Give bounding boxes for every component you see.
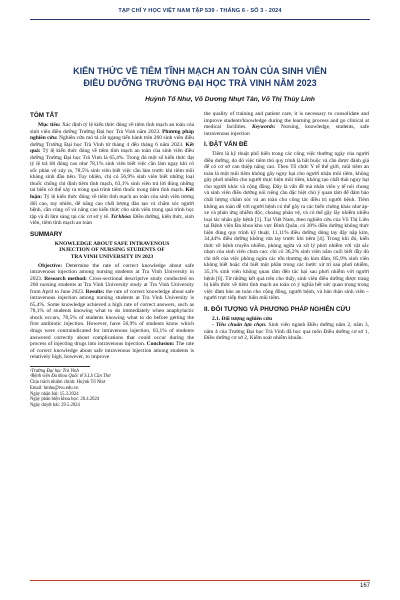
summary-cont-text: the quality of training and patient care, it is necessary to consolidate and improve students'knowledge during the learning process and go clinical at medical facilities.	[204, 111, 369, 131]
abstract-objective-text: Xác định tỷ lệ kiến thức đúng về tiêm tĩnh mạch an toàn của sinh viên điều dưỡng Trường Đại học Trà Vinh năm 2023.	[30, 122, 194, 135]
section-1-heading: I. ĐẶT VẤN ĐỀ	[204, 141, 248, 149]
footnote-affiliation-1: ¹Trường Đại học Trà Vinh	[30, 368, 79, 374]
inclusion-criteria-text: Sinh viên ngành Điều dưỡng năm 2, năm 3, năm 4 của Trường Đại học Trà Vinh đã học qua môn Điều dưỡng cơ sở 1, Điều dưỡng cơ sở 2, Kiểm soát nhiễm khuẩn.	[204, 322, 369, 342]
summary-results-text: the rate of correct knowledge about safe intravenous injection among nursing students at Tra Vinh University is 65,4%. Some knowledge achieved a high rate of correct answers, such as 78,1% of students knowing what to do immediately when anaphylactic shock occurs, 78,5% of students knowing what to do before getting the first antibiotic injection. However, have 56,9% of students know which drugs were contraindicated for intravenous injection, 63,1% of students answered correctly about complications that could occur during the process of injecting drugs into intravenous injection.	[30, 288, 194, 348]
abstract-conclusion-text: Tỷ lệ kiến thức đúng về tiêm tĩnh mạch an toàn của sinh viên tương đối cao, tuy nhiên, để nâng cao chất lượng đào tạo và chăm sóc người bệnh, cần củng cố và nâng cao kiến thức cho sinh viên trong quá trình học tập và đi lâm sàng tại các cơ sở y tế.	[30, 194, 194, 220]
abstract-method-text: Nghiên cứu mô tả cắt ngang tiến hành trên 260 sinh viên điều dưỡng Trường Đại học Trà Vinh từ tháng 4 đến tháng 6 năm 2023.	[30, 135, 194, 148]
title-line-1: KIẾN THỨC VỀ TIÊM TĨNH MẠCH AN TOÀN CỦA SINH VIÊN	[73, 66, 327, 76]
summary-paragraph	[30, 263, 194, 361]
article-title	[40, 66, 360, 89]
authors: Huỳnh Tố Như, Võ Dương Nhựt Tân, Võ Thị Thùy Linh	[145, 96, 315, 103]
summary-conclusion-text: The rate of correct knowledge about safe intravenous injection among students is relatively high, however, to improve	[30, 341, 194, 361]
summary-objective-label: Objective:	[38, 262, 63, 269]
running-head: TẠP CHÍ Y HỌC VIỆT NAM TẬP 539 - THÁNG 6 - SỐ 3 - 2024	[118, 8, 282, 14]
summary-method-text: Cross-sectional descriptive study conducted on 260 nursing students at Tra Vinh University study at Tra Vinh University from April to June 2023.	[30, 275, 194, 295]
summary-title-line-1: KNOWLEDGE ABOUT SAFE INTRAVENOUS	[54, 240, 170, 247]
footer-rule	[30, 580, 370, 581]
title-line-2: ĐIỀU DƯỠNG TRƯỜNG ĐẠI HỌC TRÀ VINH NĂM 2023	[83, 77, 317, 88]
summary-conclusion-label: Conclusion:	[145, 341, 175, 348]
abstract-result-label: Kết quả:	[30, 141, 194, 155]
header-rule	[30, 19, 370, 20]
abstract-result-text: Tỷ lệ kiến thức đúng về tiêm tĩnh mạch an toàn của sinh viên điều dưỡng Trường Đại học Trà Vinh là 65,4%. Trong đó một số kiến thức đạt tỷ lệ trả lời đúng cao như 78,1% sinh viên biết việc cần làm ngay khi có sốc phản vệ xảy ra, 78,5% sinh viên biết việc cần làm trước khi tiêm mũi kháng sinh đầu tiên. Tuy nhiên, chỉ có 56,9% sinh viên biết những loại thuốc chống chỉ định tiêm tĩnh mạch, 63,1% sinh viên trả lời đúng những tai biến có thể xảy ra trong quá trình tiêm thuốc trong tiêm tĩnh mạch.	[30, 148, 194, 194]
footnote-corresponding: Chịu trách nhiệm chính: Huỳnh Tố Như	[30, 380, 106, 386]
section-2-1-heading: 2.1. Đối tượng nghiên cứu	[212, 315, 272, 322]
summary-title-line-3: TRA VINH UNIVERSITY IN 2023	[70, 253, 154, 260]
section-1-paragraph: Tiêm là kỹ thuật phổ biến trong các công việc thường ngày của người điều dưỡng, do đó việc tiêm thủ quy trình là bắt buộc và cần được đánh giá để có cơ sở can thiệp nâng cao. Theo Tổ chức Y tế thế giới, mũi tiêm an toàn là một mũi tiêm không gây nguy hại cho người nhận mũi tiêm, không gây phơi nhiễm cho người thực hiện mũi tiêm, không tạo chất thải nguy hại cho người khác và cộng đồng. Đây là vấn đề mà nhân viên y tế nói chung và sinh viên điều dưỡng nói riêng cần đặc biệt chú ý quan tâm để đảm bảo chất lượng chăm sóc và an toàn cho công tác điều trị người bệnh. Tiêm không an toàn dễ với người bệnh có thể gây ra các biến chứng khác như áp-xe và phản ứng nhiễm độc, choáng phản vệ, và có thể gây lây nhiễm nhiều loại tác nhân gây bệnh [1]. Tại Việt Nam, theo nghiên cứu của Vũ Thị Liên tại Bệnh viện Đa khoa khu vực Bình Quân, có 30% điều dưỡng không thực hiện đúng quy trình kỹ thuật, 11,11% điều dưỡng dùng tay đậy nắp kim, 34,44% điều dưỡng không rửa tay trước khi tiêm [4]. Trong khi đó, kiến thức về bệnh truyền nhiễm, phòng ngừa và xử lý phơi nhiễm với vật sắc nhọn của sinh viên chưa cao: chỉ có 36,2% sinh viên nắm cuối biết đầy đủ chi tiết của việc phòng ngừa các tổn thương do kim đâm, 85,9% sinh viên không biết hoặc chỉ biết một phần trong các bước xử trí sau phơi nhiễm, 35,1% sinh viên không quan tâm đến tác hại sau phơi nhiễm với người bệnh [6]. Từ những kết quả trên cho thấy, sinh viên điều dưỡng được trang bị kiến thức về tiêm tĩnh mạch an toàn có ý nghĩa hết sức quan trọng trong việc đảm bảo an toàn cho cộng đồng, người bệnh, và bản thân sinh viên – người trực tiếp thực hiện mũi tiêm.	[204, 151, 369, 302]
section-2-1-paragraph	[204, 322, 369, 342]
summary-continuation	[204, 111, 369, 137]
footnotes	[30, 369, 194, 409]
summary-title-line-2: INJECTION OF NURSING STUDENTS OF	[59, 247, 165, 254]
abstract-paragraph	[30, 122, 194, 227]
inclusion-criteria-label: - Tiêu chuẩn lựa chọn.	[212, 322, 267, 329]
summary-results-label: Results:	[84, 288, 105, 295]
footnote-rule	[30, 366, 90, 367]
summary-objective-text: Determine the rate of correct knowledge about safe intravenous injection among nursing students at Tra Vinh University in 2023.	[30, 262, 194, 282]
summary-keywords-label: Keywords:	[246, 124, 276, 131]
left-column	[30, 111, 194, 409]
footnote-reviewed: Ngày phản biện khoa học: 26.4.2024	[30, 397, 100, 403]
right-column	[204, 111, 369, 342]
summary-keywords-text: Nursing, knowledge, students, safe intravenous injection	[204, 124, 369, 137]
footnote-email: Email: htnhu@tvu.edu.vn	[30, 385, 79, 391]
footnote-received: Ngày nhận bài: 15.3.2024	[30, 391, 79, 397]
summary-method-label: Research method:	[42, 275, 87, 282]
footnote-accepted: Ngày duyệt bài: 29.5.2024	[30, 402, 80, 408]
abstract-heading: TÓM TẮT	[30, 112, 58, 119]
summary-heading: SUMMARY	[30, 230, 63, 238]
abstract-objective-label: Mục tiêu:	[38, 122, 61, 128]
footnote-affiliation-2: ²Bệnh viện Đa khoa Quốc tế S.I.S Cần Thơ	[30, 374, 111, 380]
page-number: 167	[359, 583, 370, 589]
abstract-method-label: Phương pháp nghiên cứu:	[30, 128, 195, 142]
section-2-heading: II. ĐỐI TƯỢNG VÀ PHƯƠNG PHÁP NGHIÊN CỨU	[204, 305, 351, 313]
summary-title	[30, 241, 194, 261]
abstract-conclusion-label: Kết luận:	[30, 187, 194, 201]
abstract-keywords-text: Điều dưỡng, kiến thức, sinh viên, tiêm tĩnh mạch an toàn	[30, 213, 194, 227]
abstract-keywords-label: Từ khóa:	[109, 213, 132, 220]
